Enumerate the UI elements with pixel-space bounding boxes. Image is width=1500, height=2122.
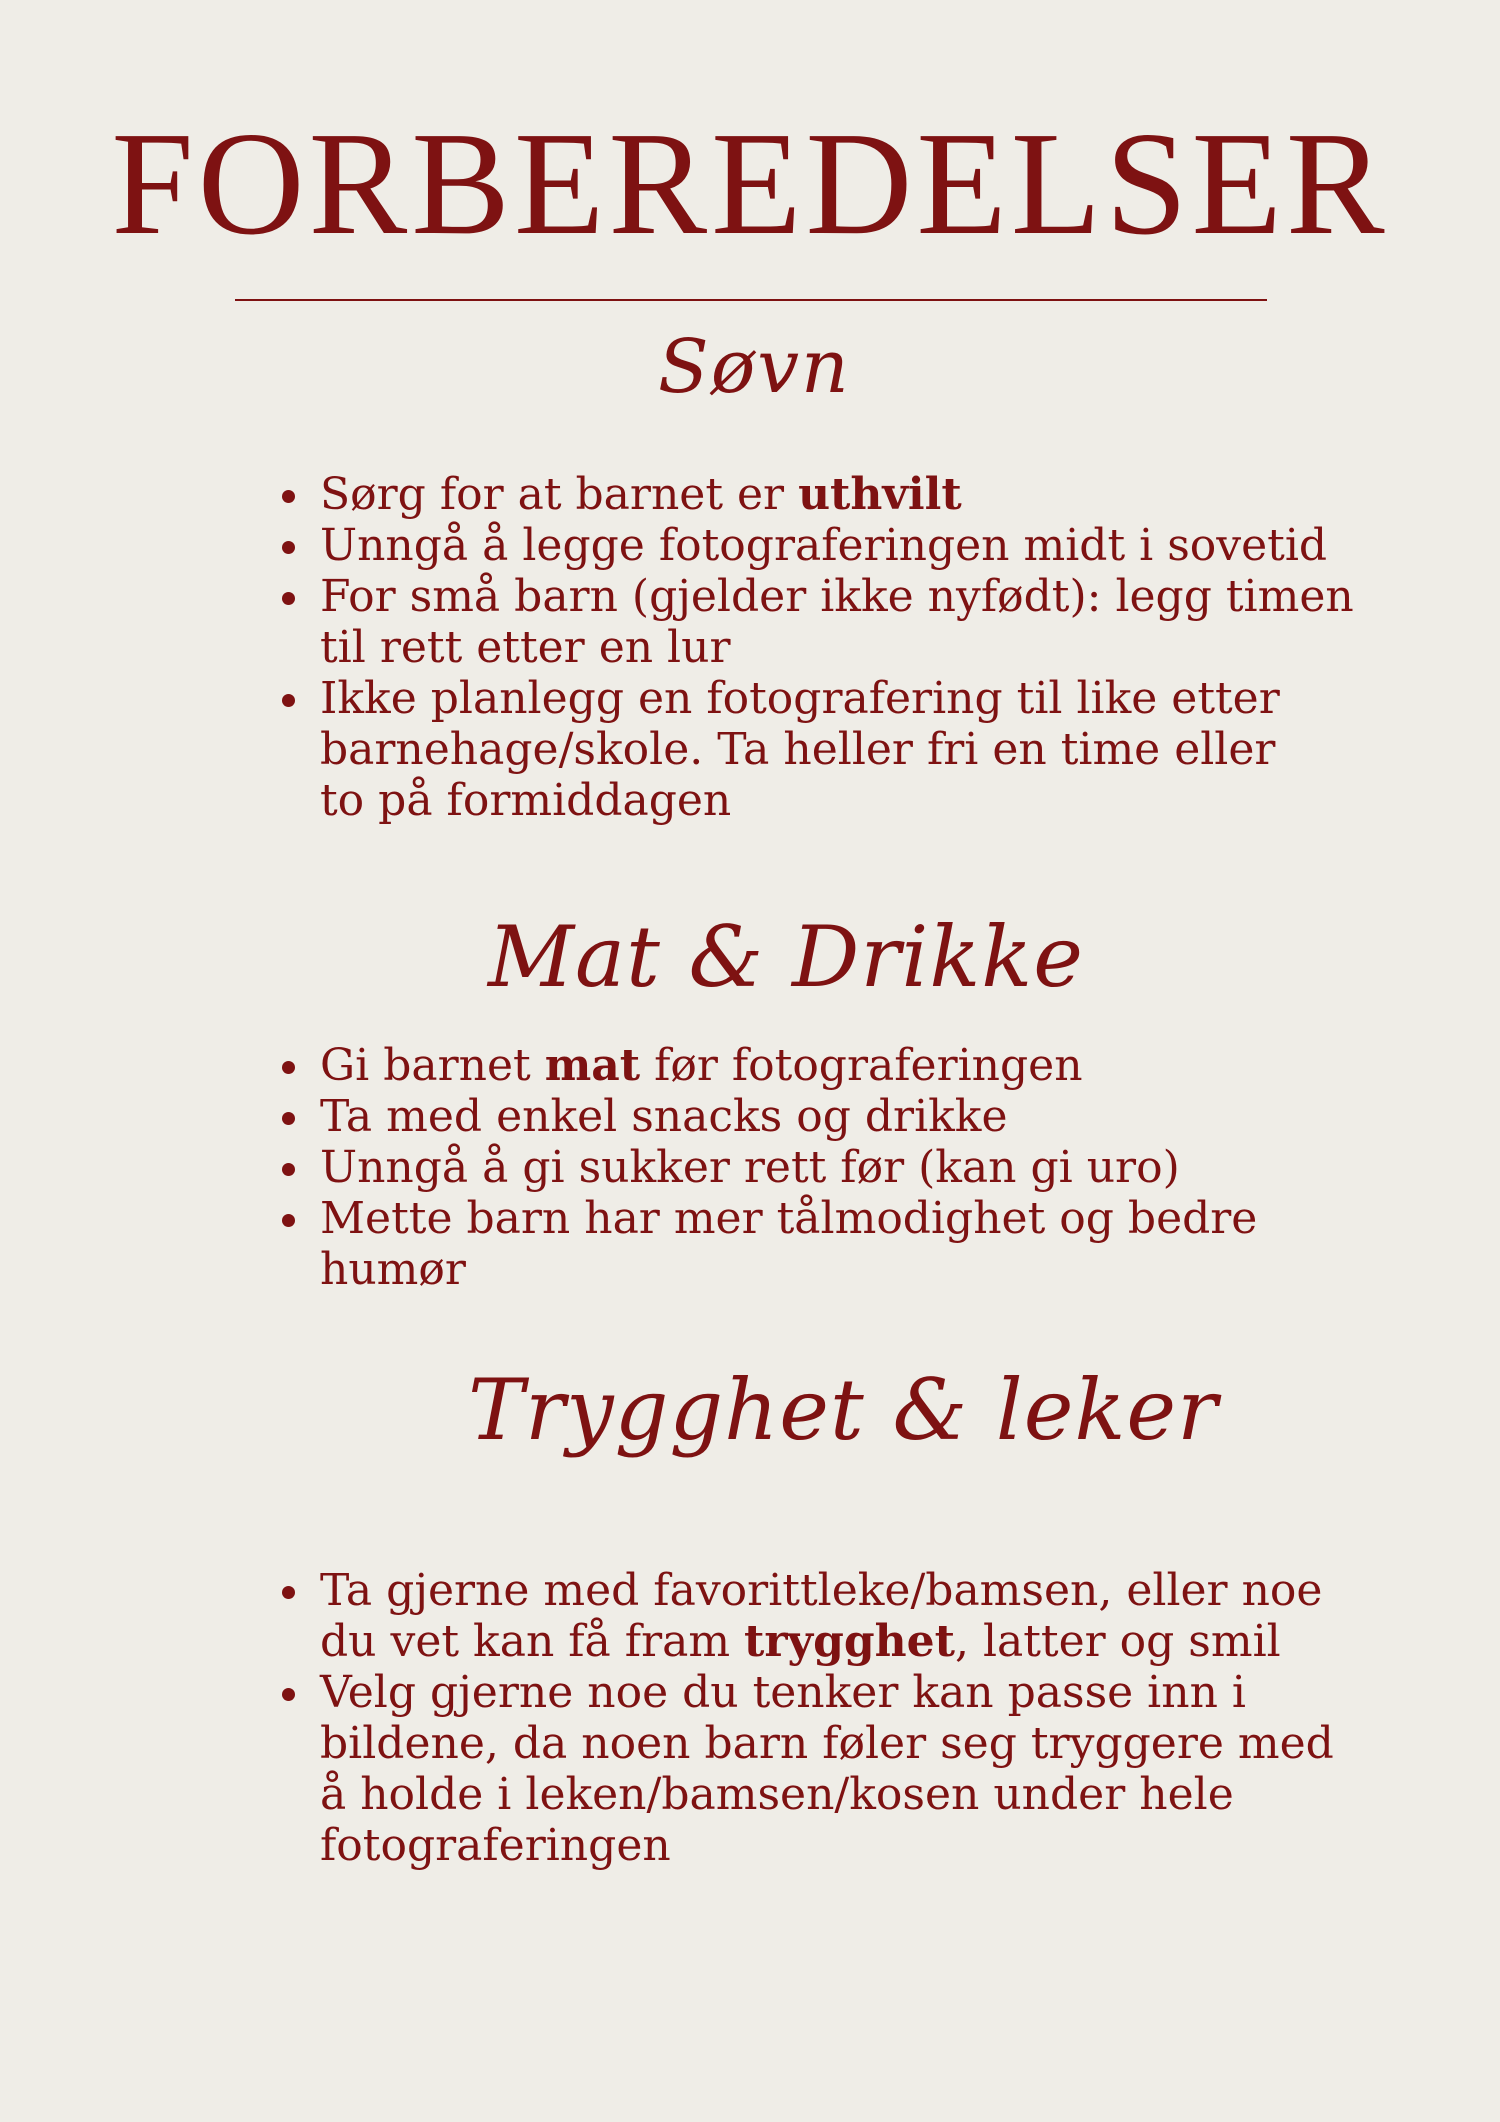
bullet-line: [320, 1091, 1257, 1142]
bullet-item: [280, 1565, 1334, 1667]
bullet-text: Ta gjerne med favorittleke/bamsen, eller noe: [320, 1565, 1323, 1616]
section-heading-trygghet-leker: Trygghet & leker: [468, 1361, 1219, 1459]
bullet-text: , latter og smil: [954, 1616, 1281, 1667]
bullet-line: [320, 1769, 1334, 1820]
section-list-sovn: [280, 469, 1354, 826]
bullet-item: [280, 1091, 1257, 1142]
bullet-text: Sørg for at barnet er: [320, 469, 799, 520]
bullet-text: til rett etter en lur: [320, 622, 731, 673]
bullet-text: Unngå å gi sukker rett før (kan gi uro): [320, 1142, 1180, 1193]
bullet-line: [320, 1667, 1334, 1718]
bullet-line: [320, 1820, 1334, 1871]
bullet-item: [280, 1040, 1257, 1091]
bullet-text: å holde i leken/bamsen/kosen under hele: [320, 1769, 1234, 1820]
bullet-line: [320, 1193, 1257, 1244]
bullet-line: [320, 673, 1354, 724]
bullet-line: [320, 469, 1354, 520]
bullet-line: [320, 775, 1354, 826]
bullet-text: fotograferingen: [320, 1820, 671, 1871]
bullet-text: to på formiddagen: [320, 775, 732, 826]
bullet-text: Mette barn har mer tålmodighet og bedre: [320, 1193, 1258, 1244]
emphasis-text: uthvilt: [798, 469, 962, 520]
bullet-text: For små barn (gjelder ikke nyfødt): legg timen: [320, 571, 1354, 622]
bullet-line: [320, 1718, 1334, 1769]
bullet-text: Gi barnet: [320, 1040, 545, 1091]
bullet-line: [320, 1142, 1257, 1193]
bullet-line: [320, 1616, 1334, 1667]
bullet-text: du vet kan få fram: [320, 1616, 745, 1667]
section-heading-sovn: Søvn: [658, 324, 851, 410]
title-divider: [235, 299, 1267, 301]
bullet-text: bildene, da noen barn føler seg tryggere med: [320, 1718, 1334, 1769]
section-heading-mat-drikke: Mat & Drikke: [488, 908, 1084, 1006]
emphasis-text: trygghet: [744, 1616, 955, 1667]
bullet-line: [320, 571, 1354, 622]
bullet-text: Velg gjerne noe du tenker kan passe inn i: [320, 1667, 1246, 1718]
bullet-line: [320, 1565, 1334, 1616]
emphasis-text: mat: [544, 1040, 641, 1091]
bullet-line: [320, 1040, 1257, 1091]
bullet-text: Unngå å legge fotograferingen midt i sovetid: [320, 520, 1328, 571]
bullet-line: [320, 1244, 1257, 1295]
bullet-item: [280, 1193, 1257, 1295]
bullet-item: [280, 673, 1354, 826]
bullet-text: barnehage/skole. Ta heller fri en time eller: [320, 724, 1276, 775]
bullet-item: [280, 1142, 1257, 1193]
section-list-mat-drikke: [280, 1040, 1257, 1295]
page-title: FORBEREDELSER: [111, 102, 1389, 266]
bullet-line: [320, 724, 1354, 775]
bullet-line: [320, 520, 1354, 571]
bullet-item: [280, 1667, 1334, 1871]
bullet-item: [280, 571, 1354, 673]
bullet-text: humør: [320, 1244, 466, 1295]
section-list-trygghet-leker: [280, 1565, 1334, 1871]
bullet-text: Ta med enkel snacks og drikke: [320, 1091, 1008, 1142]
bullet-item: [280, 520, 1354, 571]
bullet-item: [280, 469, 1354, 520]
bullet-line: [320, 622, 1354, 673]
bullet-text: før fotograferingen: [640, 1040, 1083, 1091]
bullet-text: Ikke planlegg en fotografering til like etter: [320, 673, 1280, 724]
